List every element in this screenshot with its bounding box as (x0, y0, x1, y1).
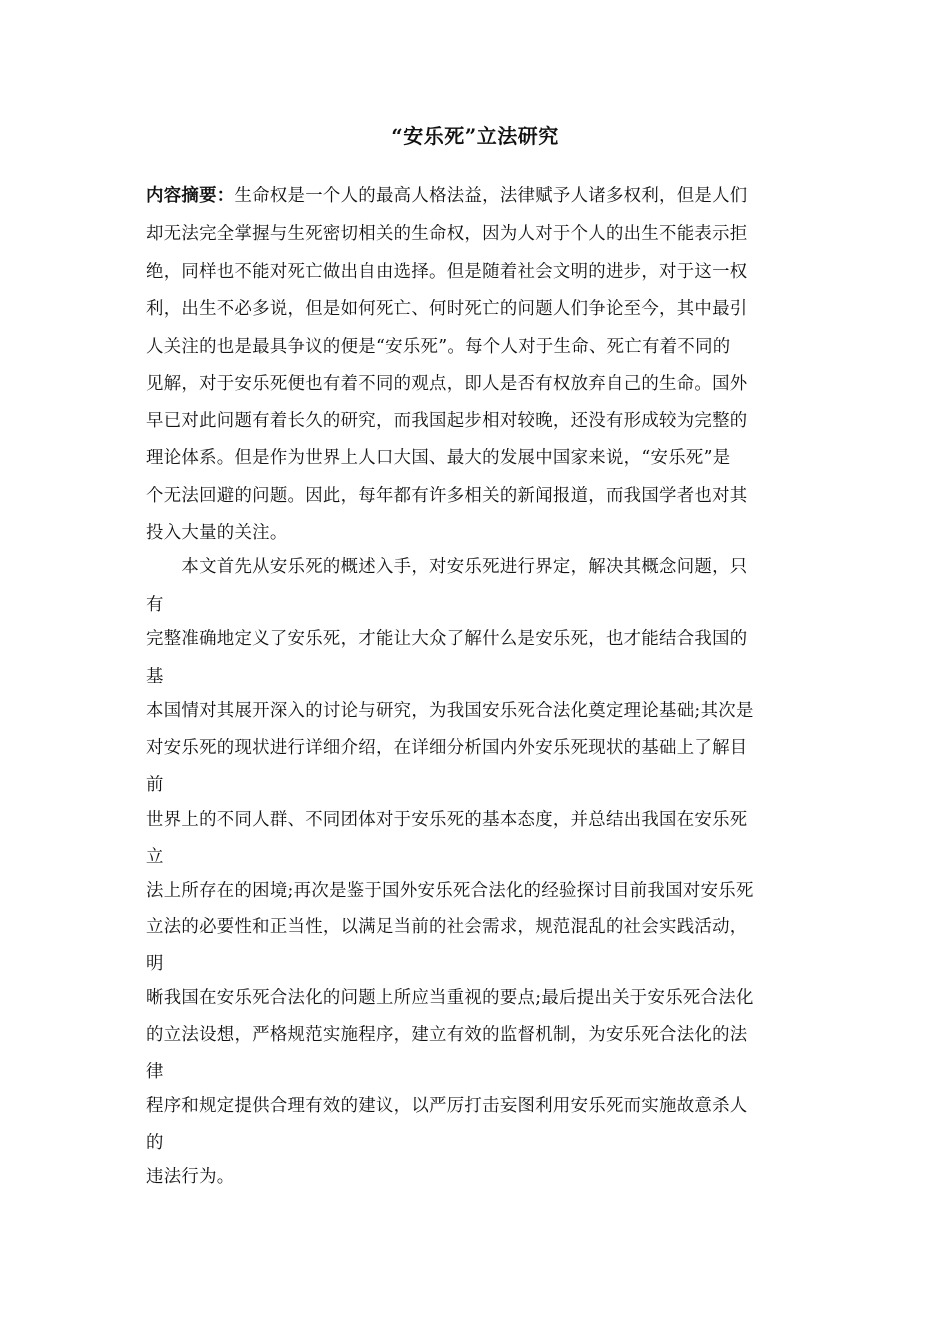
abstract-line-1-text: 生命权是一个人的最高人格法益，法律赋予人诸多权利，但是人们 (234, 186, 748, 206)
abstract-line-2: 却无法完全掌握与生死密切相关的生命权，因为人对于个人的出生不能表示拒 (146, 224, 748, 244)
abstract-line-3: 绝，同样也不能对死亡做出自由选择。但是随着社会文明的进步，对于这一权 (146, 262, 748, 282)
abstract-line-9: 个无法回避的问题。因此，每年都有许多相关的新闻报道，而我国学者也对其 (146, 486, 748, 506)
body-line-3: 完整准确地定义了安乐死，才能让大众了解什么是安乐死，也才能结合我国的 (146, 629, 748, 649)
abstract-line-1 (146, 184, 748, 208)
body-line-7: 前 (146, 775, 164, 795)
body-line-13: 晰我国在安乐死合法化的问题上所应当重视的要点;最后提出关于安乐死合法化 (146, 988, 754, 1008)
abstract-line-6: 见解，对于安乐死便也有着不同的观点，即人是否有权放弃自己的生命。国外 (146, 374, 748, 394)
document-title: “安乐死”立法研究 (391, 124, 559, 148)
body-line-8: 世界上的不同人群、不同团体对于安乐死的基本态度，并总结出我国在安乐死 (146, 810, 748, 830)
body-line-16: 程序和规定提供合理有效的建议，以严厉打击妄图利用安乐死而实施故意杀人 (146, 1096, 748, 1116)
body-line-14: 的立法设想，严格规范实施程序，建立有效的监督机制，为安乐死合法化的法 (146, 1025, 748, 1045)
body-line-11: 立法的必要性和正当性，以满足当前的社会需求，规范混乱的社会实践活动， (146, 917, 748, 937)
abstract-label: 内容摘要： (146, 186, 235, 206)
body-line-5: 本国情对其展开深入的讨论与研究，为我国安乐死合法化奠定理论基础;其次是 (146, 701, 754, 721)
body-line-2: 有 (146, 595, 164, 615)
abstract-line-4: 利，出生不必多说，但是如何死亡、何时死亡的问题人们争论至今，其中最引 (146, 299, 748, 319)
abstract-line-7: 早已对此问题有着长久的研究，而我国起步相对较晚，还没有形成较为完整的 (146, 411, 748, 431)
body-line-12: 明 (146, 954, 164, 974)
body-line-4: 基 (146, 667, 164, 687)
body-line-1: 本文首先从安乐死的概述入手，对安乐死进行界定，解决其概念问题，只 (146, 557, 748, 577)
abstract-line-10: 投入大量的关注。 (146, 523, 288, 543)
body-line-6: 对安乐死的现状进行详细介绍，在详细分析国内外安乐死现状的基础上了解目 (146, 738, 748, 758)
body-line-15: 律 (146, 1062, 164, 1082)
body-line-10: 法上所存在的困境;再次是鉴于国外安乐死合法化的经验探讨目前我国对安乐死 (146, 881, 754, 901)
body-line-18: 违法行为。 (146, 1167, 235, 1187)
body-line-9: 立 (146, 847, 164, 867)
abstract-line-8: 理论体系。但是作为世界上人口大国、最大的发展中国家来说，“安乐死”是 (146, 448, 731, 468)
body-line-17: 的 (146, 1133, 164, 1153)
abstract-line-5: 人关注的也是最具争议的便是“安乐死”。每个人对于生命、死亡有着不同的 (146, 337, 731, 357)
